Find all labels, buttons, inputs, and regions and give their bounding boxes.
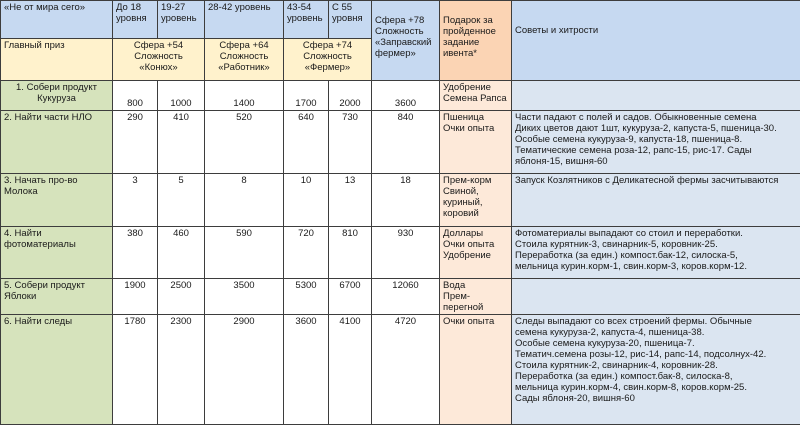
task-cell: 1. Собери продукт Кукуруза — [1, 81, 113, 111]
gift-cell: Пшеница Очки опыта — [440, 111, 512, 174]
tip-line: Переработка (за един.) компост.бак-12, силоска-5, — [515, 250, 738, 261]
tip-line: Тематические семена роза-12, рапс-15, рис-17. Сады — [515, 145, 752, 156]
table-row — [1, 315, 800, 425]
value-cell: 5 — [158, 174, 205, 227]
tips-cell — [512, 315, 800, 425]
tip-line: яблоня-15, вишня-60 — [515, 156, 608, 167]
tips-cell — [512, 227, 800, 279]
value-cell: 520 — [205, 111, 284, 174]
value-cell: 1780 — [113, 315, 158, 425]
gift-cell: Очки опыта — [440, 315, 512, 425]
level-header-5: С 55 уровня — [329, 1, 372, 39]
value-cell: 810 — [329, 227, 372, 279]
value-cell: 720 — [284, 227, 329, 279]
value-cell: 13 — [329, 174, 372, 227]
value-cell: 590 — [205, 227, 284, 279]
value-cell: 3500 — [205, 279, 284, 315]
table-row — [1, 111, 800, 174]
prize-label: Главный приз — [1, 39, 113, 81]
gift-cell: Прем-корм Свиной, куриный, коровий — [440, 174, 512, 227]
task-cell: 6. Найти следы — [1, 315, 113, 425]
sphere78-header: Сфера +78 Сложность «Заправский фермер» — [372, 1, 440, 81]
value-cell: 1000 — [158, 81, 205, 111]
tips-cell — [512, 174, 800, 227]
value-cell-sphere78: 12060 — [372, 279, 440, 315]
tips-cell — [512, 111, 800, 174]
tips-cell — [512, 81, 800, 111]
value-cell: 3600 — [284, 315, 329, 425]
value-cell-sphere78: 930 — [372, 227, 440, 279]
tip-line: Особые семена кукуруза-20, пшеница-7. — [515, 338, 695, 349]
level-header-3: 28-42 уровень — [205, 1, 284, 39]
value-cell: 1700 — [284, 81, 329, 111]
level-header-2: 19-27 уровень — [158, 1, 205, 39]
value-cell: 1400 — [205, 81, 284, 111]
value-cell: 10 — [284, 174, 329, 227]
value-cell: 5300 — [284, 279, 329, 315]
gift-cell: Доллары Очки опыта Удобрение — [440, 227, 512, 279]
header-row — [1, 1, 800, 39]
value-cell: 2000 — [329, 81, 372, 111]
table-row — [1, 174, 800, 227]
value-cell-sphere78: 18 — [372, 174, 440, 227]
level-header-4: 43-54 уровень — [284, 1, 329, 39]
table-row — [1, 227, 800, 279]
value-cell: 1900 — [113, 279, 158, 315]
task-cell: 4. Найти фотоматериалы — [1, 227, 113, 279]
value-cell: 460 — [158, 227, 205, 279]
value-cell: 6700 — [329, 279, 372, 315]
tip-line: мельница курин.корм-4, свин.корм-8, коров.корм-25. — [515, 382, 747, 393]
value-cell: 640 — [284, 111, 329, 174]
tip-line: Части падают с полей и садов. Обыкновенные семена — [515, 112, 757, 123]
value-cell: 290 — [113, 111, 158, 174]
value-cell: 2500 — [158, 279, 205, 315]
value-cell: 2300 — [158, 315, 205, 425]
tip-line: Сады яблоня-20, вишня-60 — [515, 393, 635, 404]
prize-sphere54: Сфера +54 Сложность «Конюх» — [113, 39, 205, 81]
value-cell: 380 — [113, 227, 158, 279]
tip-line: Особые семена кукуруза-9, капуста-18, пшеница-8. — [515, 134, 743, 145]
gift-cell: Удобрение Семена Рапса — [440, 81, 512, 111]
tip-line: Переработка (за един.) компост.бак-8, силоска-8, — [515, 371, 733, 382]
value-cell-sphere78: 4720 — [372, 315, 440, 425]
value-cell: 800 — [113, 81, 158, 111]
value-cell-sphere78: 3600 — [372, 81, 440, 111]
tip-line: Тематич.семена розы-12, рис-14, рапс-14, подсолнух-42. — [515, 349, 767, 360]
tip-line: Стоила курятник-2, свинарник-4, коровник-28. — [515, 360, 718, 371]
level-header-1: До 18 уровня — [113, 1, 158, 39]
value-cell: 8 — [205, 174, 284, 227]
value-cell: 2900 — [205, 315, 284, 425]
value-cell-sphere78: 840 — [372, 111, 440, 174]
task-cell: 5. Собери продукт Яблоки — [1, 279, 113, 315]
prize-sphere64: Сфера +64 Сложность «Работник» — [205, 39, 284, 81]
value-cell: 3 — [113, 174, 158, 227]
tip-line: Диких цветов дают 1шт, кукуруза-2, капуста-5, пшеница-30. — [515, 123, 777, 134]
tip-line: Следы выпадают со всех строений фермы. Обычные — [515, 316, 752, 327]
gift-header: Подарок за пройденное задание ивента* — [440, 1, 512, 81]
value-cell: 410 — [158, 111, 205, 174]
value-cell: 730 — [329, 111, 372, 174]
gift-cell: Вода Прем- перегной — [440, 279, 512, 315]
task-cell: 2. Найти части НЛО — [1, 111, 113, 174]
tip-line: семена кукуруза-2, капуста-4, пшеница-38. — [515, 327, 705, 338]
tip-line: мельница курин.корм-1, свин.корм-3, коров.корм-12. — [515, 261, 747, 272]
table-row — [1, 81, 800, 111]
tips-header: Советы и хитрости — [512, 1, 800, 81]
table-title: «Не от мира сего» — [1, 1, 113, 39]
prize-sphere74: Сфера +74 Сложность «Фермер» — [284, 39, 372, 81]
value-cell: 4100 — [329, 315, 372, 425]
table-row — [1, 279, 800, 315]
tip-line: Стоила курятник-3, свинарник-5, коровник-25. — [515, 239, 718, 250]
task-cell: 3. Начать про-во Молока — [1, 174, 113, 227]
tip-line: Запуск Козлятников с Деликатесной фермы засчитываются — [515, 175, 779, 186]
tips-cell — [512, 279, 800, 315]
tip-line: Фотоматериалы выпадают со стоил и переработки. — [515, 228, 743, 239]
